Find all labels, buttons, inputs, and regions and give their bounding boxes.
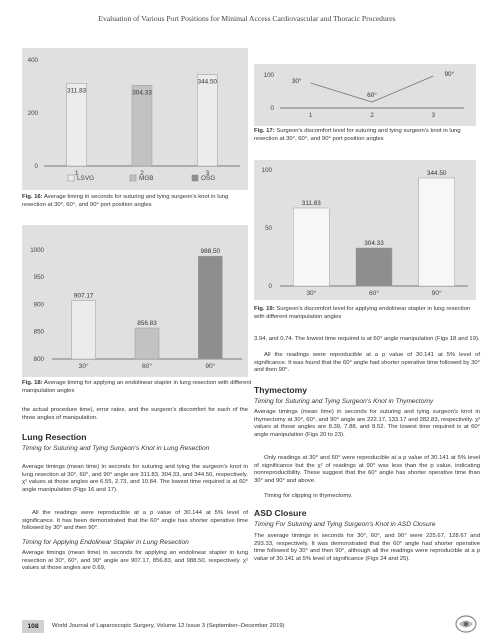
fig16-legend-label: MGB (139, 175, 154, 182)
fig17-caption-label: Fig. 17: (254, 128, 275, 134)
fig18-y-tick-label: 950 (33, 274, 44, 282)
fig18-y-tick-label: 900 (33, 301, 44, 309)
fig19-data-label: 344.50 (426, 170, 447, 177)
fig19-y-tick-label: 0 (268, 283, 272, 290)
heading-lung-resection: Lung Resection (22, 432, 87, 442)
right-paragraph-6: The average timings in seconds for 30°, 60°, and 90° were 225.67, 128.67 and 293.33, respectively. It was demonstrated that the 60° angle had shorter operative time followed by 30° and then 90°, although all the readings were reproducible at a p value of 30.141 at 5% level of significance (Figs 24 and 25). (254, 533, 480, 562)
fig18-x-tick-label: 90° (205, 363, 216, 370)
fig18-caption-text: Average timing for applying an endolinear stapler in lung resection with different manipulation angles (22, 380, 252, 394)
fig18-x-tick-label: 60° (142, 363, 152, 370)
fig18-data-label: 907.17 (73, 292, 94, 300)
fig17-x-tick-label: 1 (308, 112, 313, 119)
fig17-data-label: 60° (367, 92, 377, 99)
subheading-lung-stapler: Timing for Applying Endolinear Stapler in Lung Resection (22, 539, 189, 546)
fig17-y-tick-label: 0 (270, 105, 274, 112)
subheading-asd: Timing For Suturing and Tying Surgeon's Knot in ASD Closure (254, 521, 436, 528)
fig18-y-tick-label: 1000 (30, 246, 44, 254)
fig17-caption (254, 128, 480, 143)
fig19-caption (254, 306, 480, 321)
fig19-data-label: 304.33 (364, 240, 384, 247)
fig16-data-label: 311.83 (67, 87, 87, 95)
fig19-bar (356, 248, 392, 286)
fig16-data-label: 304.33 (132, 89, 152, 97)
subheading-thymectomy: Timing for Suturing and Tying Surgeon's Knot in Thymectomy (254, 398, 434, 405)
fig17-chart (254, 64, 476, 126)
right-paragraph-3: Average timings (mean time) in seconds for suturing and tying surgeon's knot in thymectomy at 30°, 60°, and 90° angle are 222.17, 133.17 and 282.83, respectively. χ² values at those angles are 8.39, 7.88, and 8.52. The lowest time required is at 60° angle manipulation (Figs 20 to 23). (254, 409, 480, 438)
fig18-bar (135, 328, 159, 359)
fig17-panel (254, 64, 476, 126)
fig19-caption-text: Surgeon's discomfort level for applying endolinear stapler in lung resection with different manipulation angles (254, 306, 471, 320)
fig19-x-tick-label: 90° (431, 290, 442, 297)
journal-logo-icon (454, 614, 478, 634)
fig16-legend-swatch (192, 175, 198, 181)
fig19-bar (293, 208, 329, 286)
fig19-y-tick-label: 100 (261, 167, 272, 174)
fig17-x-tick-label: 2 (370, 112, 374, 119)
right-paragraph-4: Only readings at 30° and 60° were reproducible at a p value of 30.141 at 5% level of significance but the χ² of readings at 90° was less than the p value, indicating nonreproducibility. These suggest that the 60° angle has shorter operative time than 30° and 90° and above. (254, 455, 480, 484)
fig18-data-label: 856.83 (137, 320, 157, 328)
fig16-bar (197, 75, 217, 166)
journal-footer: World Journal of Laparoscopic Surgery, Volume 12 Issue 3 (September–December 2019) (52, 623, 285, 629)
fig16-caption (22, 194, 252, 209)
fig17-data-label: 30° (291, 78, 302, 85)
fig18-caption (22, 380, 252, 395)
fig19-x-tick-label: 60° (369, 290, 379, 297)
fig19-bar (419, 178, 455, 286)
fig19-y-tick-label: 50 (265, 225, 272, 232)
fig16-x-tick-label: 3 (205, 170, 210, 177)
fig19-x-tick-label: 30° (306, 290, 317, 297)
left-paragraph-2: Average timings (mean time) in seconds for suturing and tying the surgeon's knot in lung resection at 30°, 60°, and 90° angle are 311.83, 304.33, and 344.50, respectively. χ² values at those angles are 6.55, 2.73, and 10.84. The lowest time required is at 60° angle manipulation (Figs 16 and 17). (22, 464, 248, 493)
fig17-y-tick-label: 100 (263, 72, 274, 79)
fig16-legend-swatch (130, 175, 136, 181)
fig16-legend-swatch (68, 175, 74, 181)
left-paragraph-1: the actual procedure time), error rates, and the surgeon's discomfort for each of the three angles of manipulation. (22, 407, 248, 421)
fig16-chart (22, 48, 248, 190)
fig16-caption-text: Average timing in seconds for suturing and tying surgeon's knot in lung resection at 30°, 60°, and 90° port position angles (22, 194, 229, 208)
fig18-bar (72, 301, 96, 359)
fig18-chart (22, 225, 248, 377)
right-paragraph-2: All the readings were reproducible at a p value of 30.141 at 5% level of significance. It was found that the 60° angle had shorter operative time followed by 30° and then 90°. (254, 352, 480, 374)
fig17-x-tick-label: 3 (431, 112, 436, 119)
fig18-y-tick-label: 850 (33, 328, 44, 336)
fig19-data-label: 311.83 (301, 200, 321, 207)
fig16-bar (67, 83, 87, 166)
fig19-chart (254, 160, 476, 300)
subheading-lung-knot: Timing for Suturing and Tying Surgeon's Knot in Lung Resection (22, 445, 210, 452)
fig18-bar (198, 256, 222, 359)
fig16-caption-label: Fig. 16: (22, 194, 43, 200)
fig16-y-tick-label: 400 (27, 57, 38, 64)
fig17-caption-text: Surgeon's discomfort level for suturing and tying surgeon's knot in lung resection at 30°, 60°, and 90° port position angles (254, 128, 461, 142)
fig16-y-tick-label: 0 (34, 163, 38, 170)
fig17-data-label: 90° (444, 71, 455, 78)
heading-thymectomy: Thymectomy (254, 385, 308, 395)
fig16-bar (132, 85, 152, 166)
heading-asd-closure: ASD Closure (254, 508, 307, 518)
right-paragraph-1: 3.94, and 0.74. The lowest time required is at 60° angle manipulation (Figs 18 and 19). (254, 336, 480, 342)
fig16-data-label: 344.50 (197, 78, 218, 86)
fig18-caption-label: Fig. 18: (22, 380, 43, 386)
fig18-data-label: 988.50 (200, 248, 221, 256)
fig19-caption-label: Fig. 19: (254, 306, 275, 312)
fig16-x-tick-label: 1 (74, 170, 79, 177)
fig18-x-tick-label: 30° (78, 363, 89, 370)
fig16-legend-label: LSVG (77, 175, 95, 182)
fig16-legend-label: OSG (201, 175, 216, 182)
left-paragraph-4: Average timings (mean time) in seconds for applying an endolinear stapler in lung resection at 30°, 60°, and 90° angle are 907.17, 856.83, and 988.50, respectively. χ² values at those angles are 0.69, (22, 550, 248, 572)
left-paragraph-3: All the readings were reproducible at a p value of 30.144 at 5% level of significance. It has been demonstrated that the 60° angle has shorter operative time followed by 30° and then 90°. (22, 510, 248, 532)
page-number: 108 (22, 620, 44, 633)
running-head: Evaluation of Various Port Positions for Minimal Access Cardiovascular and Thoracic Procedures (98, 14, 396, 23)
fig16-x-tick-label: 2 (140, 170, 144, 177)
fig16-y-tick-label: 200 (27, 110, 38, 117)
right-paragraph-5: Timing for clipping in thymectomy. (264, 493, 353, 499)
fig18-y-tick-label: 800 (33, 356, 44, 363)
